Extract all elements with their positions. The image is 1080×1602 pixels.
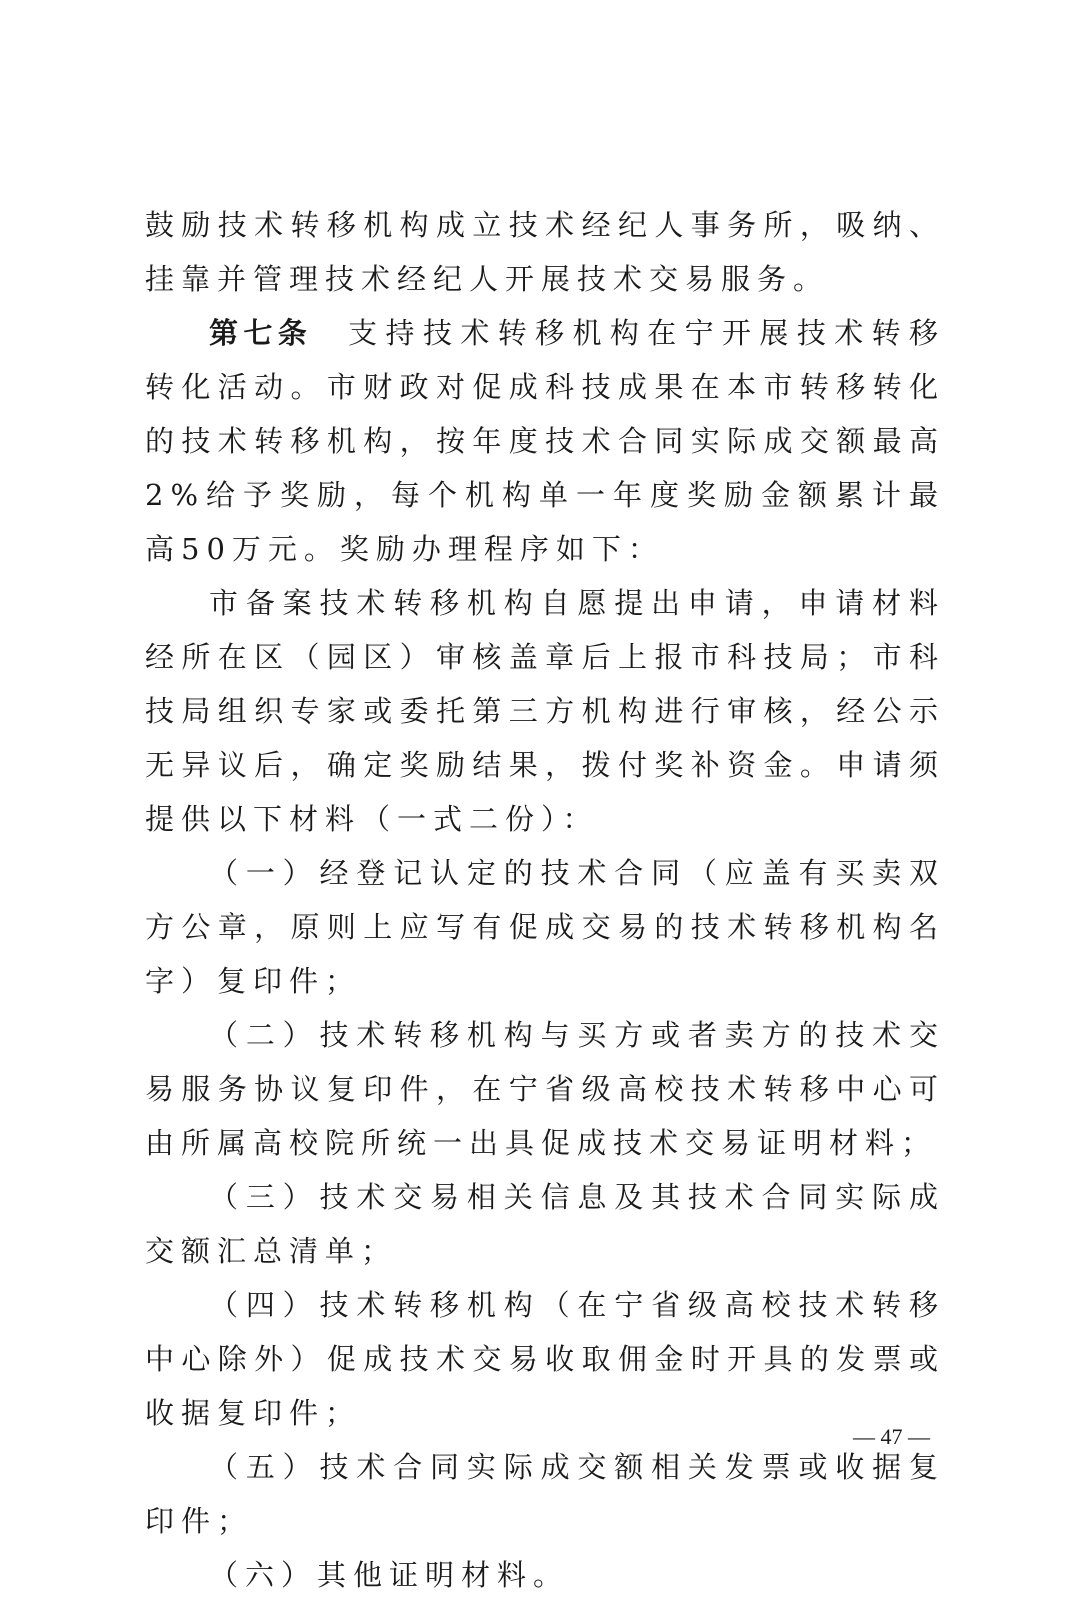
paragraph-text: 市备案技术转移机构自愿提出申请，申请材料经所在区（园区）审核盖章后上报市科技局；市科技局组织专家或委托第三方机构进行审核，经公示无异议后，确定奖励结果，拨付奖补资金。申请须提供以下材料（一式二份）： — [145, 586, 945, 836]
body-text — [145, 198, 945, 1602]
page-number-text: — 47 — — [853, 1424, 930, 1449]
paragraph-text: （三）技术交易相关信息及其技术合同实际成交额汇总清单； — [145, 1180, 945, 1268]
paragraph-1 — [145, 198, 945, 306]
article-heading: 第七条 — [209, 316, 313, 350]
paragraph-text: 支持技术转移机构在宁开展技术转移转化活动。市财政对促成科技成果在本市转移转化的技术转移机构，按年度技术合同实际成交额最高2%给予奖励，每个机构单一年度奖励金额累计最高50万元。奖励办理程序如下： — [145, 316, 945, 566]
list-item-3 — [145, 1170, 945, 1278]
paragraph-text: （五）技术合同实际成交额相关发票或收据复印件； — [145, 1450, 945, 1538]
paragraph-text: （四）技术转移机构（在宁省级高校技术转移中心除外）促成技术交易收取佣金时开具的发票或收据复印件； — [145, 1288, 945, 1430]
paragraph-3 — [145, 576, 945, 846]
page-number — [0, 1424, 1080, 1450]
list-item-6 — [145, 1548, 945, 1602]
paragraph-text: （一）经登记认定的技术合同（应盖有买卖双方公章，原则上应写有促成交易的技术转移机构名字）复印件； — [145, 856, 945, 998]
list-item-1 — [145, 846, 945, 1008]
paragraph-article-7 — [145, 306, 945, 576]
paragraph-text: （二）技术转移机构与买方或者卖方的技术交易服务协议复印件，在宁省级高校技术转移中心可由所属高校院所统一出具促成技术交易证明材料； — [145, 1018, 945, 1160]
list-item-5 — [145, 1440, 945, 1548]
list-item-4 — [145, 1278, 945, 1440]
paragraph-text: 鼓励技术转移机构成立技术经纪人事务所，吸纳、挂靠并管理技术经纪人开展技术交易服务。 — [145, 208, 945, 296]
list-item-2 — [145, 1008, 945, 1170]
paragraph-text: （六）其他证明材料。 — [209, 1558, 570, 1592]
